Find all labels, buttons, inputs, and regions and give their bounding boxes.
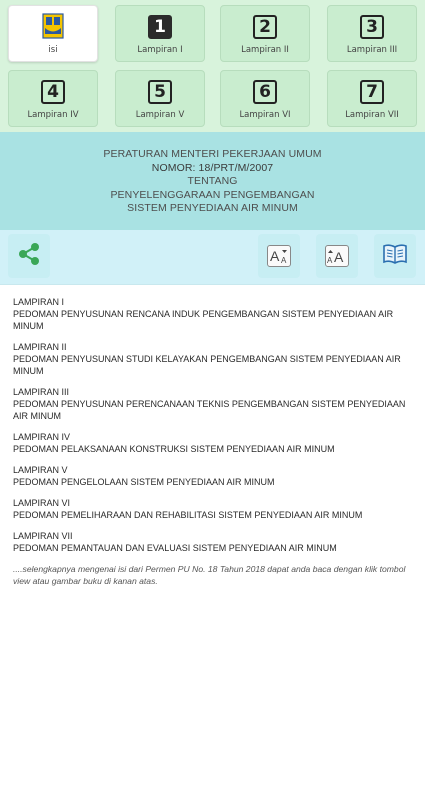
font-increase-button[interactable] xyxy=(316,234,358,278)
lampiran-description: PEDOMAN PENYUSUNAN STUDI KELAYAKAN PENGEMBANGAN SISTEM PENYEDIAAN AIR MINUM xyxy=(13,354,401,376)
header-line-4: PENYELENGGARAAN PENGEMBANGAN xyxy=(110,188,315,201)
tile-label: isi xyxy=(48,45,58,55)
tile-lampiran-5[interactable] xyxy=(115,70,205,127)
header-line-5: SISTEM PENYEDIAAN AIR MINUM xyxy=(127,202,298,214)
lampiran-title: LAMPIRAN IV xyxy=(13,432,71,442)
tile-number: 4 xyxy=(41,80,65,104)
tile-lampiran-1[interactable] xyxy=(115,5,205,62)
font-decrease-icon xyxy=(267,245,291,267)
list-item xyxy=(13,386,413,422)
list-item xyxy=(13,341,413,377)
font-increase-icon xyxy=(325,245,349,267)
tile-label: Lampiran I xyxy=(137,45,183,55)
tile-number: 3 xyxy=(360,15,384,39)
toolbar xyxy=(0,230,425,285)
list-item xyxy=(13,497,413,521)
tile-lampiran-6[interactable] xyxy=(220,70,310,127)
lampiran-title: LAMPIRAN VI xyxy=(13,498,71,508)
tile-lampiran-2[interactable] xyxy=(220,5,310,62)
font-decrease-button[interactable] xyxy=(258,234,300,278)
book-icon xyxy=(382,243,408,269)
lampiran-grid xyxy=(0,0,425,132)
tile-number: 6 xyxy=(253,80,277,104)
header-line-3: TENTANG xyxy=(187,175,238,187)
tile-label: Lampiran IV xyxy=(27,110,79,120)
list-item xyxy=(13,464,413,488)
list-item xyxy=(13,431,413,455)
lampiran-description: PEDOMAN PENYUSUNAN RENCANA INDUK PENGEMBANGAN SISTEM PENYEDIAAN AIR MINUM xyxy=(13,309,394,331)
tile-number: 7 xyxy=(360,80,384,104)
pu-logo-icon xyxy=(42,13,64,39)
regulation-header xyxy=(0,132,425,230)
tile-label: Lampiran III xyxy=(346,45,398,55)
tile-lampiran-7[interactable] xyxy=(327,70,417,127)
tile-label: Lampiran V xyxy=(135,110,185,120)
tile-number: 5 xyxy=(148,80,172,104)
lampiran-title: LAMPIRAN III xyxy=(13,387,70,397)
tile-lampiran-3[interactable] xyxy=(327,5,417,62)
tile-number: 1 xyxy=(148,15,172,39)
tile-lampiran-4[interactable] xyxy=(8,70,98,127)
share-button[interactable] xyxy=(8,234,50,278)
view-book-button[interactable] xyxy=(374,234,416,278)
lampiran-title: LAMPIRAN II xyxy=(13,342,67,352)
tile-label: Lampiran II xyxy=(241,45,289,55)
tile-label: Lampiran VI xyxy=(239,110,291,120)
lampiran-description: PEDOMAN PEMANTAUAN DAN EVALUASI SISTEM PENYEDIAAN AIR MINUM xyxy=(13,543,337,553)
header-line-1: PERATURAN MENTERI PEKERJAAN UMUM xyxy=(103,148,322,160)
tile-number: 2 xyxy=(253,15,277,39)
more-info-note: ....selengkapnya mengenai isi dari Permen PU No. 18 Tahun 2018 dapat anda baca dengan klik tombol view atau gambar buku di kanan atas. xyxy=(13,564,406,586)
svg-text:A: A xyxy=(270,248,280,264)
lampiran-title: LAMPIRAN V xyxy=(13,465,68,475)
lampiran-description: PEDOMAN PELAKSANAAN KONSTRUKSI SISTEM PENYEDIAAN AIR MINUM xyxy=(13,444,335,454)
header-nomor: NOMOR: 18/PRT/M/2007 xyxy=(151,161,274,174)
lampiran-list xyxy=(13,296,413,587)
lampiran-description: PEDOMAN PENYUSUNAN PERENCANAAN TEKNIS PENGEMBANGAN SISTEM PENYEDIAAN AIR MINUM xyxy=(13,399,406,421)
lampiran-title: LAMPIRAN I xyxy=(13,297,65,307)
list-item xyxy=(13,530,413,554)
lampiran-description: PEDOMAN PENGELOLAAN SISTEM PENYEDIAAN AIR MINUM xyxy=(13,477,275,487)
lampiran-title: LAMPIRAN VII xyxy=(13,531,73,541)
svg-text:A: A xyxy=(281,256,287,265)
list-item xyxy=(13,296,413,332)
svg-text:A: A xyxy=(327,256,333,265)
svg-text:A: A xyxy=(334,249,344,265)
tile-isi[interactable] xyxy=(8,5,98,62)
lampiran-description: PEDOMAN PEMELIHARAAN DAN REHABILITASI SISTEM PENYEDIAAN AIR MINUM xyxy=(13,510,363,520)
share-icon xyxy=(16,241,42,271)
tile-label: Lampiran VII xyxy=(345,110,399,120)
